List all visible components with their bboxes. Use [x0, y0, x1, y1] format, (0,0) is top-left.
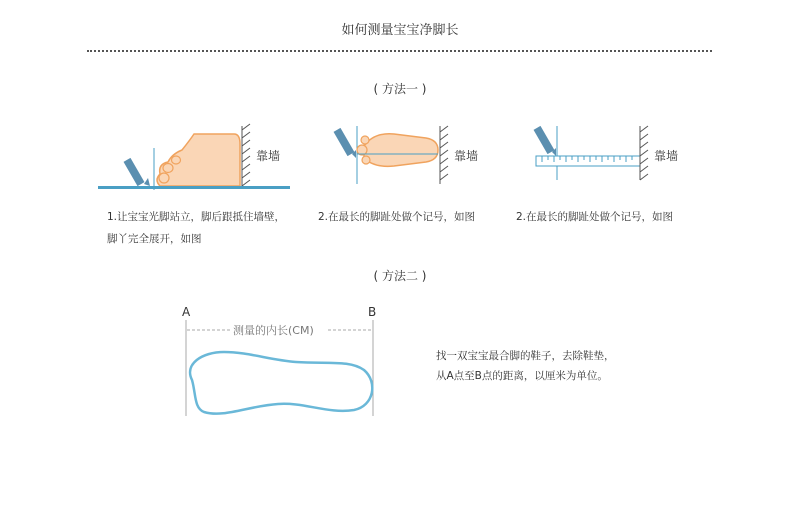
instruction-line: 从A点至B点的距离，以厘米为单位。 [436, 370, 608, 382]
wall-label: 靠墙 [256, 149, 281, 163]
pencil-icon [334, 128, 356, 158]
pencil-icon [124, 158, 150, 186]
panel-2-caption [318, 206, 508, 228]
ruler-icon [536, 156, 640, 166]
page-title: 如何测量宝宝净脚长 [341, 23, 459, 38]
insole-diagram [178, 302, 388, 422]
foot-side-icon [157, 134, 240, 186]
wall-icon [640, 126, 648, 180]
method-two-instructions [436, 346, 666, 386]
dotted-divider [87, 50, 712, 52]
insole-outline-icon [190, 352, 372, 414]
wall-icon [242, 124, 250, 186]
panel-3-caption [516, 206, 706, 228]
caption-line: 脚丫完全展开，如图 [107, 233, 202, 245]
measure-label: 测量的内长(CM) [233, 324, 314, 337]
wall-label: 靠墙 [654, 149, 679, 163]
method-two-heading: ( 方法二 ) [373, 269, 427, 283]
point-b-label: B [368, 305, 377, 319]
point-a-label: A [182, 305, 191, 319]
foot-top-icon [357, 134, 438, 167]
panel-3-illustration [530, 122, 700, 192]
wall-label: 靠墙 [454, 149, 479, 163]
caption-line: 2.在最长的脚趾处做个记号，如图 [516, 211, 674, 223]
caption-line: 2.在最长的脚趾处做个记号，如图 [318, 211, 476, 223]
panel-2-illustration [330, 122, 500, 192]
wall-icon [440, 126, 448, 184]
method-one-heading: ( 方法一 ) [373, 82, 427, 96]
floor-line [98, 186, 290, 189]
pencil-icon [534, 126, 556, 156]
panel-1-caption [107, 206, 317, 250]
caption-line: 1.让宝宝光脚站立，脚后跟抵住墙壁， [107, 211, 286, 223]
panel-1-illustration [98, 120, 298, 200]
instruction-line: 找一双宝宝最合脚的鞋子，去除鞋垫， [436, 350, 615, 362]
